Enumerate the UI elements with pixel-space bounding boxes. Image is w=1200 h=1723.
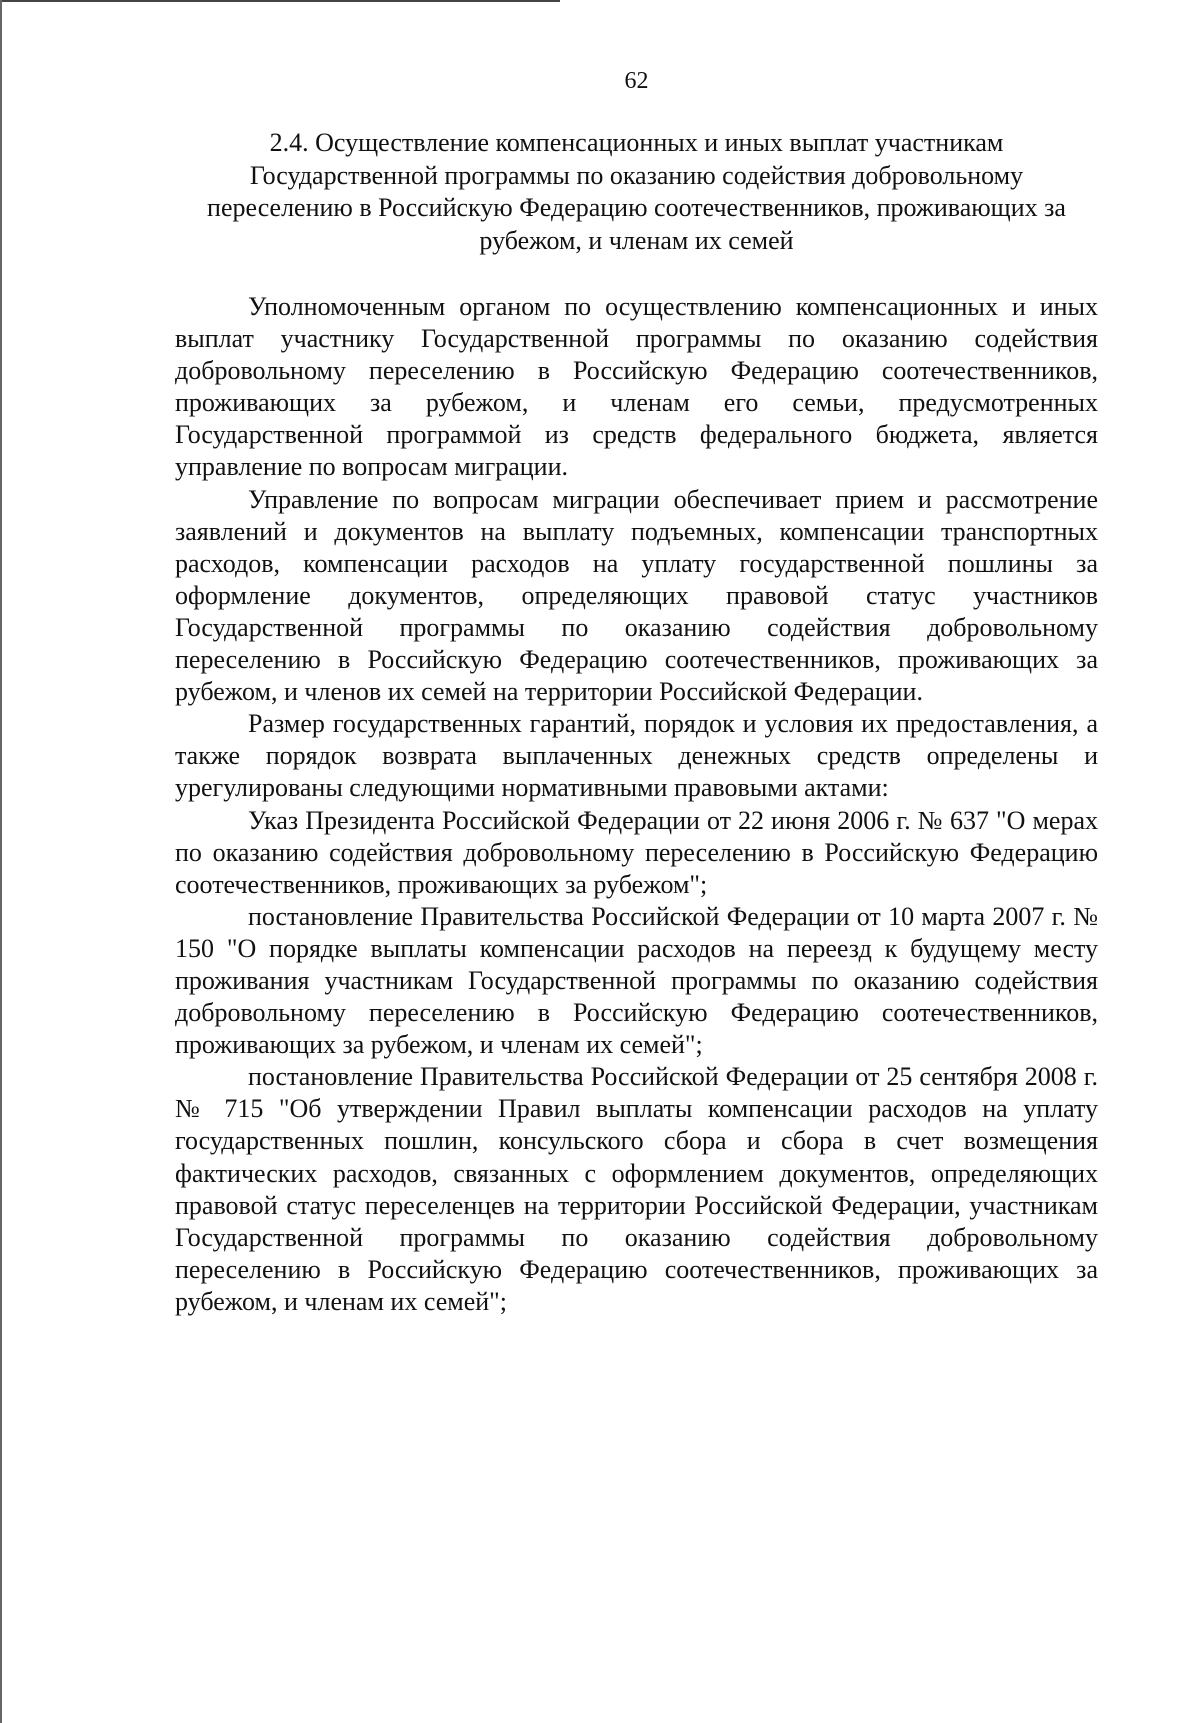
- paragraph-presidential-decree: Указ Президента Российской Федерации от 22 июня 2006 г. № 637 "О мерах по оказанию содействия добровольному переселению в Российскую Федерацию соотечественников, проживающих за рубежом";: [175, 805, 1098, 899]
- section-title: 2.4. Осуществление компенсационных и иных выплат участникам Государственной программы по оказанию содействия добровольному переселению в Российскую Федерацию соотечественников, проживающих за рубежом, и членам их семей: [207, 128, 1066, 255]
- paragraph-resolution-150: постановление Правительства Российской Федерации от 10 марта 2007 г. № 150 "О порядке выплаты компенсации расходов на переезд к будущему месту проживания участникам Государственной программы по оказанию содействия добровольному переселению в Российскую Федерацию соотечественников, проживающих за рубежом, и членам их семей";: [175, 901, 1098, 1060]
- page-number: 62: [624, 68, 649, 94]
- paragraph-state-guarantees: Размер государственных гарантий, порядок и условия их предоставления, а также порядок возврата выплаченных денежных средств определены и урегулированы следующими нормативными правовыми актами:: [175, 709, 1098, 803]
- paragraph-authorized-body: Уполномоченным органом по осуществлению компенсационных и иных выплат участнику Государственной программы по оказанию содействия добровольному переселению в Российскую Федерацию соотечественников, проживающих за рубежом, и членам его семьи, предусмотренных Государственной программой из средств федерального бюджета, является управление по вопросам миграции.: [175, 292, 1098, 482]
- body-text: [175, 291, 1098, 1318]
- scan-left-border: [0, 0, 2, 1723]
- scan-top-border: [0, 0, 560, 2]
- paragraph-resolution-715: постановление Правительства Российской Федерации от 25 сентября 2008 г. № 715 "Об утверждении Правил выплаты компенсации расходов на уплату государственных пошлин, консульского сбора и сбора в счет возмещения фактических расходов, связанных с оформлением документов, определяющих правовой статус переселенцев на территории Российской Федерации, участникам Государственной программы по оказанию содействия добровольному переселению в Российскую Федерацию соотечественников, проживающих за рубежом, и членам их семей";: [175, 1062, 1098, 1316]
- paragraph-migration-department: Управление по вопросам миграции обеспечивает прием и рассмотрение заявлений и документов на выплату подъемных, компенсации транспортных расходов, компенсации расходов на уплату государственной пошлины за оформление документов, определяющих правовой статус участников Государственной программы по оказанию содействия добровольному переселению в Российскую Федерацию соотечественников, проживающих за рубежом, и членов их семей на территории Российской Федерации.: [175, 484, 1098, 707]
